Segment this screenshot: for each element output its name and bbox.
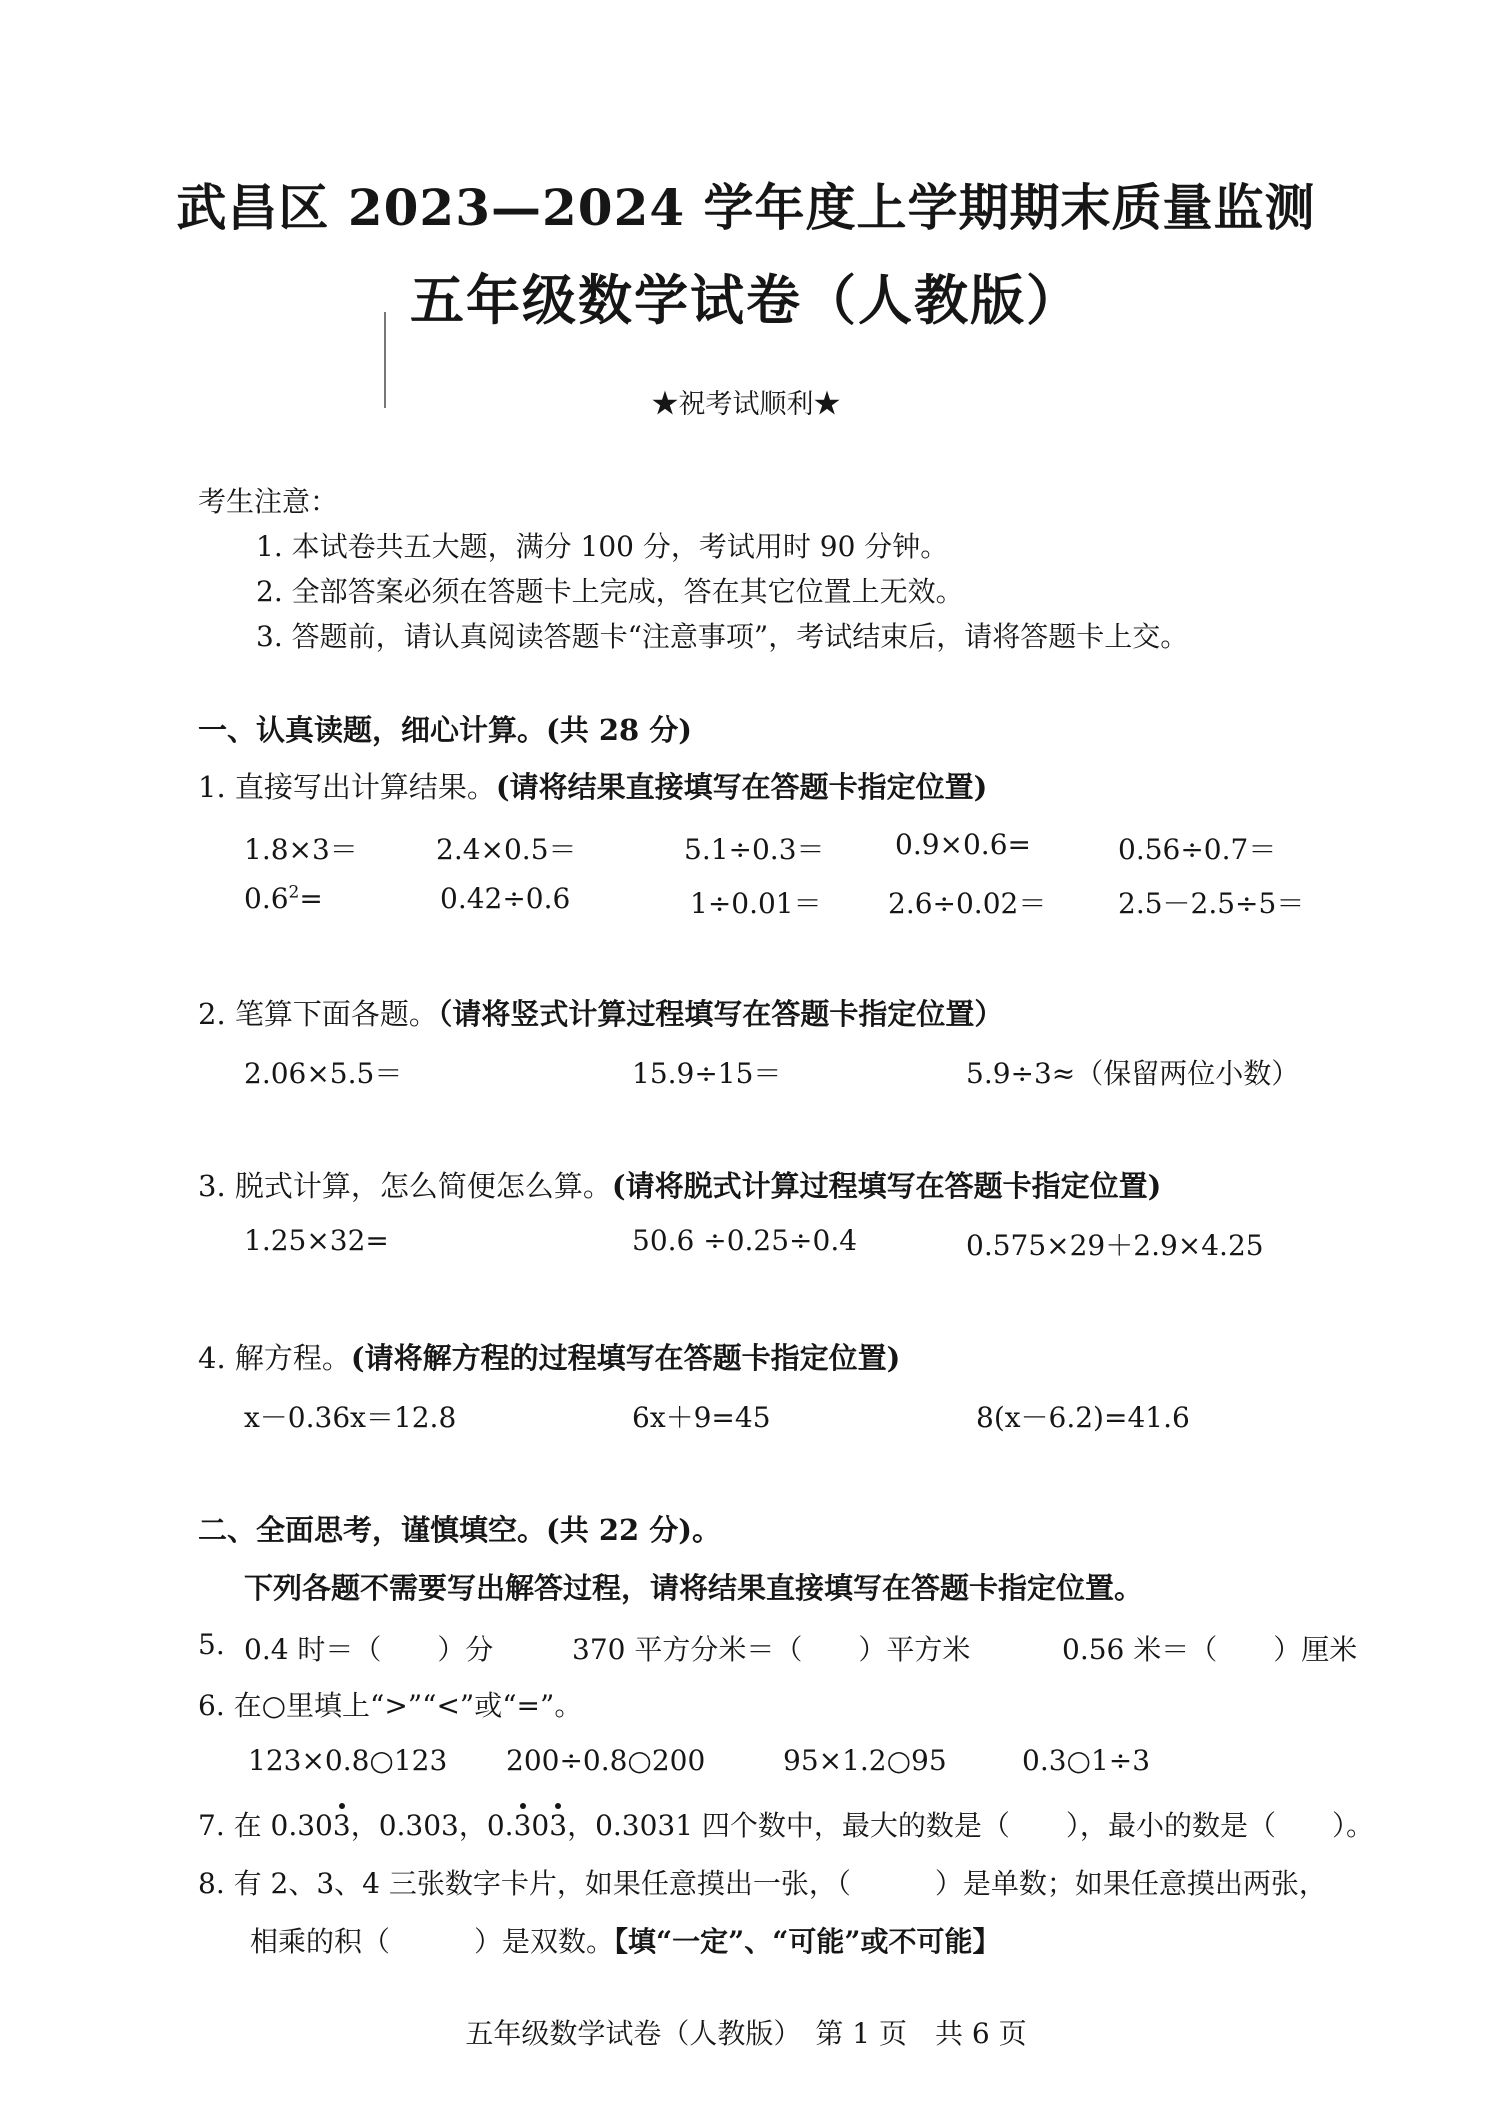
q1-item: 5.1÷0.3＝ bbox=[684, 833, 825, 866]
q1-item-square bbox=[244, 882, 323, 915]
section-1-heading: 一、认真读题，细心计算。(共 28 分) bbox=[198, 713, 692, 747]
q8-line-1: 8. 有 2、3、4 三张数字卡片，如果任意摸出一张，（ ）是单数；如果任意摸出两张， bbox=[198, 1867, 1327, 1900]
q1-square-equals: = bbox=[299, 882, 323, 915]
q4-item: 8(x－6.2)=41.6 bbox=[976, 1401, 1190, 1434]
q2-prompt bbox=[198, 992, 1003, 1033]
q7-digit: 3 bbox=[332, 1809, 351, 1842]
q7-rest: ，0.3031 四个数中，最大的数是（ ），最小的数是（ ）。 bbox=[567, 1809, 1374, 1842]
q7-repeat-digit bbox=[549, 1809, 567, 1842]
q7-repeat-digit bbox=[514, 1809, 532, 1842]
q4-prompt-text: 4. 解方程。 bbox=[198, 1341, 351, 1375]
section-2-heading: 二、全面思考，谨慎填空。(共 22 分)。 bbox=[198, 1513, 721, 1547]
q2-note: （请将竖式计算过程填写在答题卡指定位置） bbox=[437, 997, 1004, 1031]
q2-prompt-text: 2. 笔算下面各题。 bbox=[198, 997, 438, 1031]
notice-item-2: 2. 全部答案必须在答题卡上完成，答在其它位置上无效。 bbox=[256, 575, 964, 608]
q7-line bbox=[198, 1804, 1374, 1844]
q1-item: 0.42÷0.6 bbox=[440, 882, 571, 915]
q2-item: 2.06×5.5＝ bbox=[244, 1057, 403, 1090]
q4-note: (请将解方程的过程填写在答题卡指定位置) bbox=[350, 1341, 901, 1375]
q1-item: 2.5－2.5÷5＝ bbox=[1118, 887, 1305, 920]
q2-item: 5.9÷3≈（保留两位小数） bbox=[966, 1057, 1300, 1090]
q4-prompt bbox=[198, 1336, 900, 1377]
q3-note: (请将脱式计算过程填写在答题卡指定位置) bbox=[611, 1169, 1162, 1203]
q6-item: 95×1.2○95 bbox=[783, 1744, 947, 1777]
q1-item: 0.9×0.6= bbox=[895, 828, 1031, 861]
q4-item: x－0.36x＝12.8 bbox=[244, 1401, 457, 1434]
q8-options-note: 【填“一定”、“可能”或不可能】 bbox=[614, 1925, 1001, 1958]
q3-prompt-text: 3. 脱式计算，怎么简便怎么算。 bbox=[198, 1169, 612, 1203]
exam-subtitle: 五年级数学试卷（人教版） bbox=[410, 268, 1082, 332]
q1-prompt bbox=[198, 765, 987, 806]
q7-digit: 3 bbox=[513, 1809, 532, 1842]
q6-item: 200÷0.8○200 bbox=[506, 1744, 706, 1777]
repeating-dot bbox=[520, 1803, 526, 1809]
good-luck-line: ★祝考试顺利★ bbox=[651, 389, 841, 420]
q1-prompt-text: 1. 直接写出计算结果。 bbox=[198, 770, 496, 804]
notice-label: 考生注意： bbox=[198, 485, 339, 518]
q1-item: 2.6÷0.02＝ bbox=[888, 887, 1047, 920]
exam-title: 武昌区 2023—2024 学年度上学期期末质量监测 bbox=[176, 178, 1316, 237]
q6-prompt: 6. 在○里填上“>”“<”或“=”。 bbox=[198, 1689, 583, 1722]
q2-item: 15.9÷15＝ bbox=[632, 1057, 782, 1090]
q3-prompt bbox=[198, 1164, 1161, 1205]
q1-item: 2.4×0.5＝ bbox=[436, 833, 577, 866]
q7-digit: 3 bbox=[549, 1809, 568, 1842]
q7-lead: 7. 在 0.30 bbox=[198, 1809, 333, 1842]
q6-item: 0.3○1÷3 bbox=[1022, 1744, 1151, 1777]
q8-line-2 bbox=[250, 1920, 1000, 1960]
notice-item-3: 3. 答题前，请认真阅读答题卡“注意事项”，考试结束后，请将答题卡上交。 bbox=[256, 620, 1189, 653]
q5-part: 370 平方分米＝（ ）平方米 bbox=[572, 1633, 971, 1666]
q1-item: 1÷0.01＝ bbox=[690, 887, 822, 920]
q7-digit: 0 bbox=[531, 1809, 550, 1842]
q7-sep: ，0.303，0. bbox=[350, 1809, 514, 1842]
q4-item: 6x＋9=45 bbox=[632, 1401, 771, 1434]
q1-square-exponent: 2 bbox=[288, 882, 300, 903]
notice-item-1: 1. 本试卷共五大题，满分 100 分，考试用时 90 分钟。 bbox=[256, 530, 949, 563]
q1-item: 0.56÷0.7＝ bbox=[1118, 833, 1277, 866]
q3-item: 1.25×32= bbox=[244, 1224, 389, 1257]
repeating-dot bbox=[339, 1803, 345, 1809]
q3-item: 50.6 ÷0.25÷0.4 bbox=[632, 1224, 858, 1257]
q1-note: (请将结果直接填写在答题卡指定位置) bbox=[495, 770, 988, 804]
section-2-instruction: 下列各题不需要写出解答过程，请将结果直接填写在答题卡指定位置。 bbox=[244, 1571, 1144, 1605]
q3-item: 0.575×29＋2.9×4.25 bbox=[966, 1229, 1264, 1262]
q6-item: 123×0.8○123 bbox=[248, 1744, 448, 1777]
q8-line-2-text: 相乘的积（ ）是双数。 bbox=[250, 1925, 615, 1958]
q1-square-base: 0.6 bbox=[244, 882, 289, 915]
q1-item: 1.8×3＝ bbox=[244, 833, 358, 866]
q7-repeat-digit bbox=[333, 1809, 351, 1842]
page-footer: 五年级数学试卷（人教版） 第 1 页 共 6 页 bbox=[465, 2017, 1027, 2050]
q5-number: 5. bbox=[198, 1628, 225, 1661]
q5-part: 0.56 米＝（ ）厘米 bbox=[1062, 1633, 1358, 1666]
q5-part: 0.4 时＝（ ）分 bbox=[244, 1633, 494, 1666]
